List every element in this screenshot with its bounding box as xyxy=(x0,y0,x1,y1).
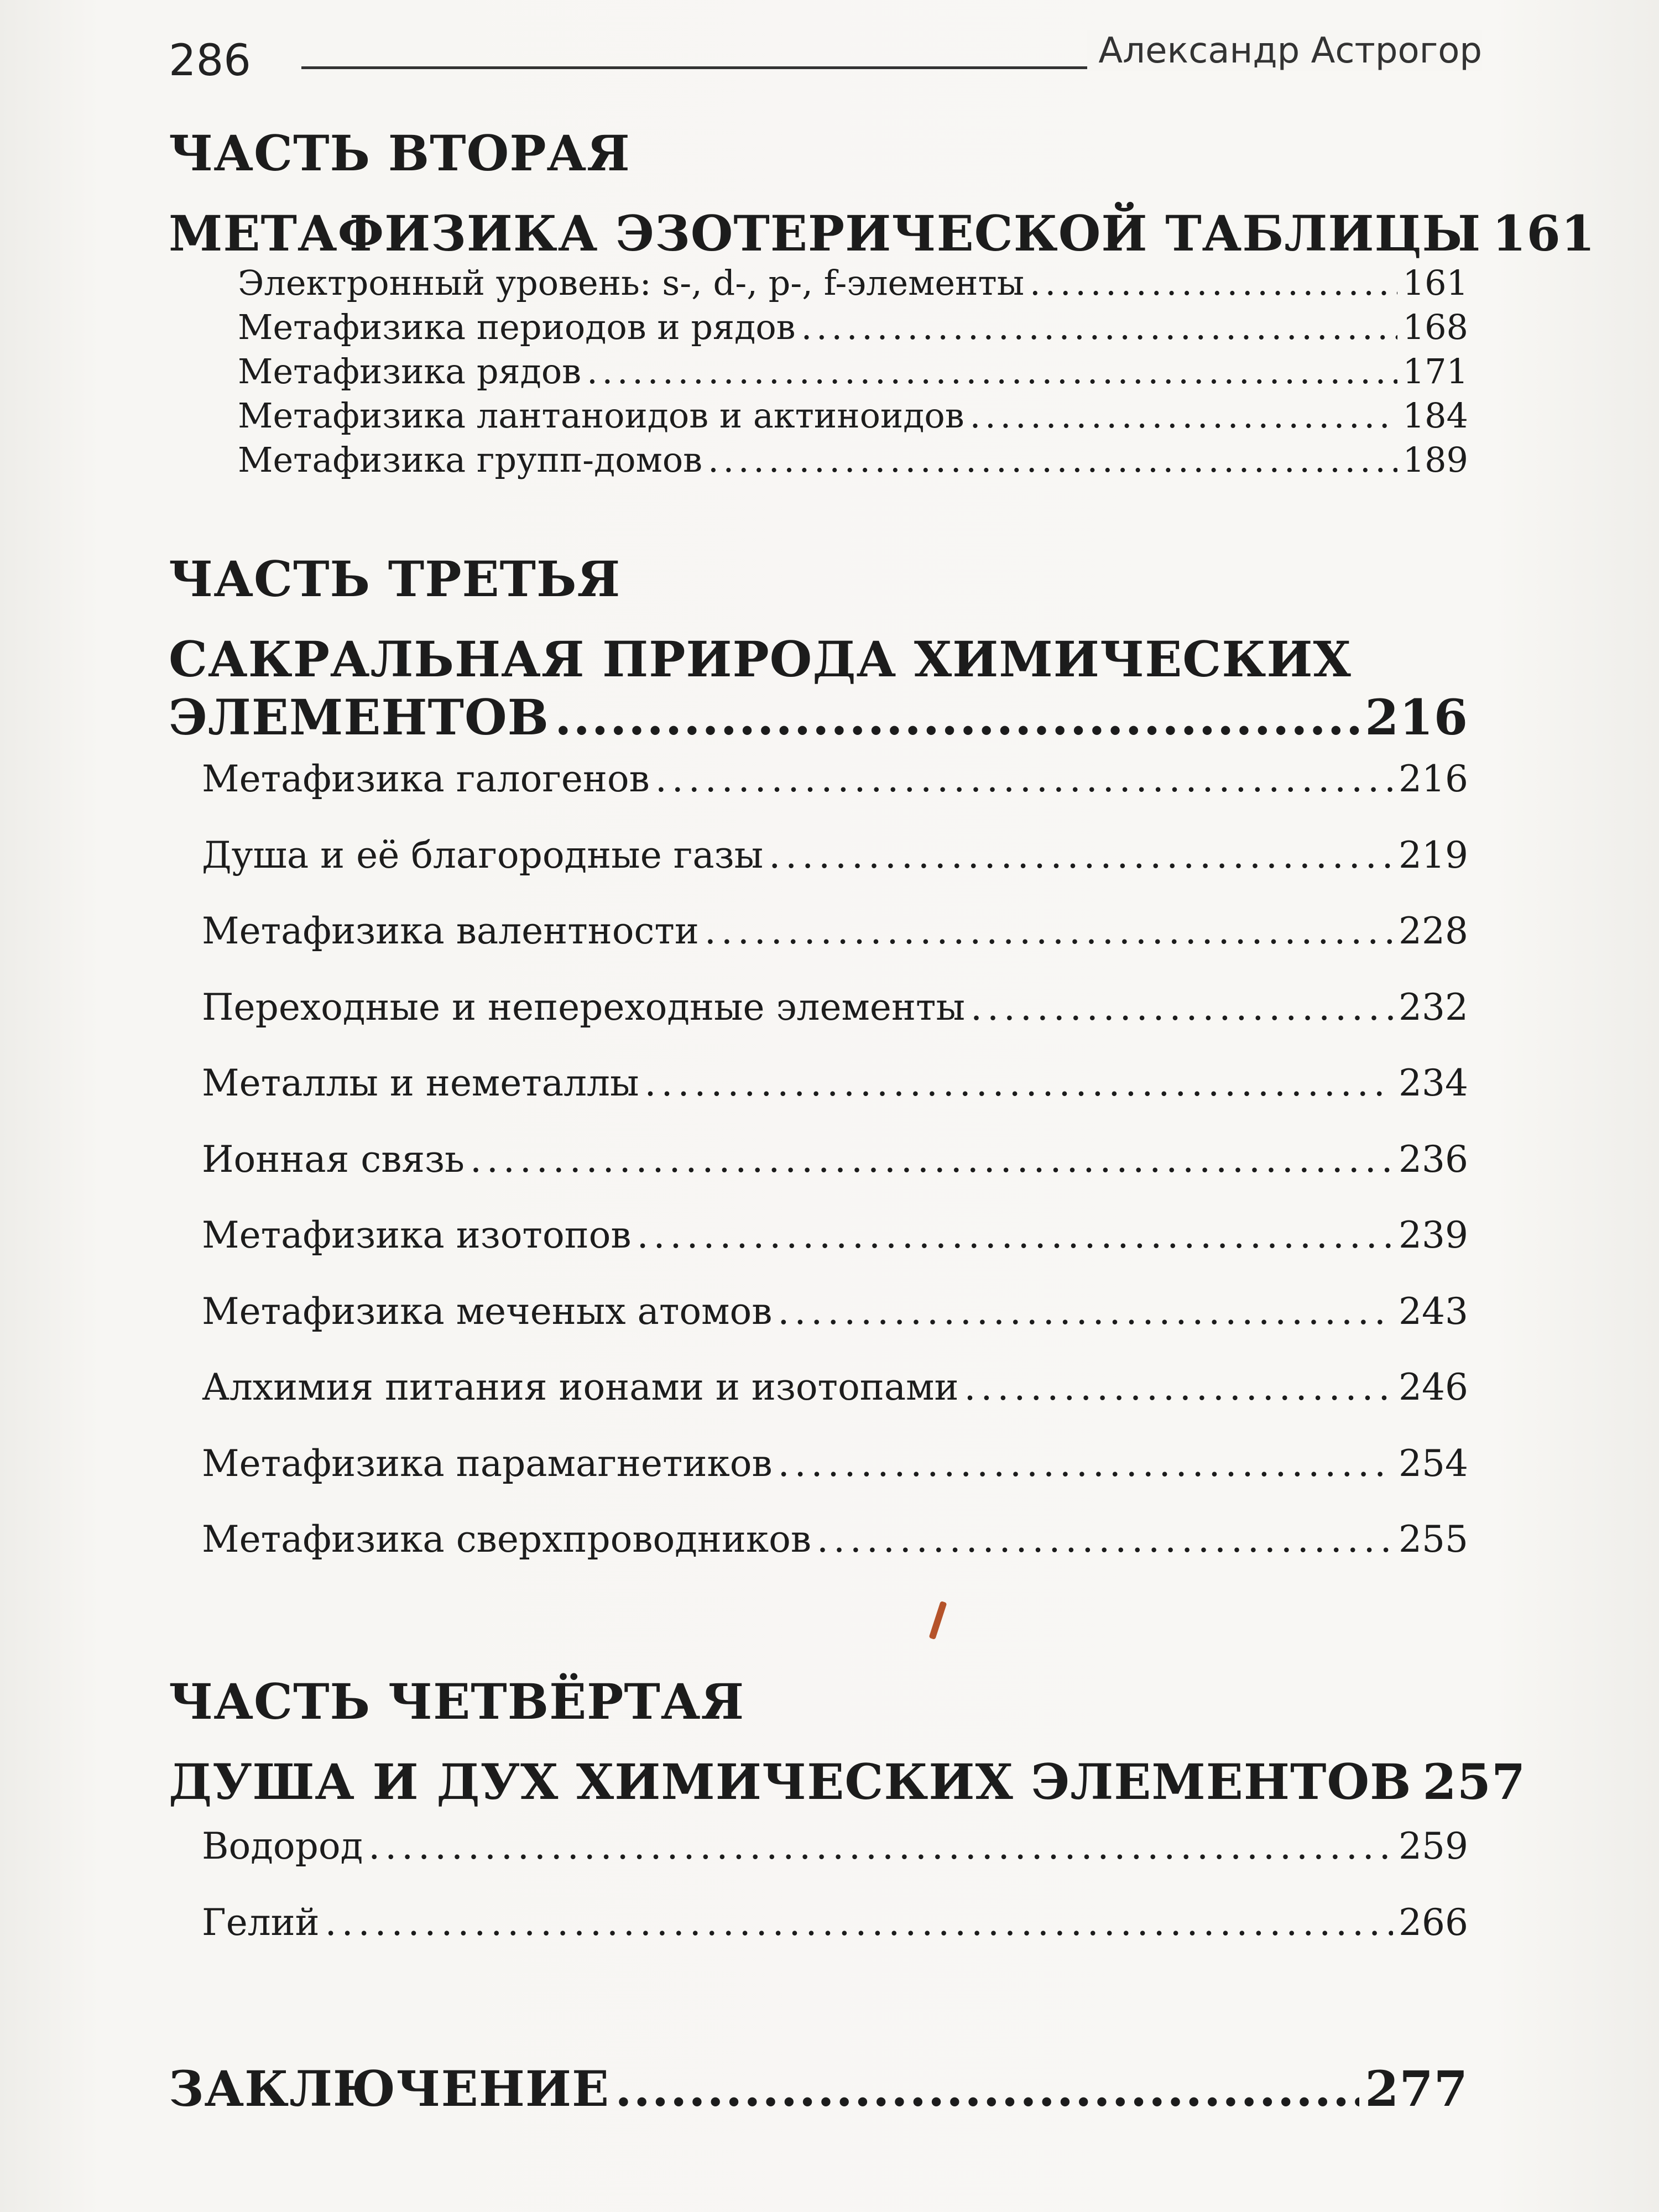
toc-entry[interactable] xyxy=(169,1366,1468,1408)
page-header xyxy=(169,30,1482,91)
toc-page-number: 171 xyxy=(1402,351,1468,392)
toc-entry[interactable] xyxy=(169,1518,1468,1561)
toc-entry[interactable] xyxy=(169,834,1468,877)
toc-page-number: 184 xyxy=(1402,395,1468,436)
dot-leader xyxy=(587,351,1397,392)
toc-entry[interactable] xyxy=(169,1290,1468,1333)
toc-page-number: 232 xyxy=(1399,986,1468,1029)
dot-leader xyxy=(655,758,1393,800)
dot-leader xyxy=(970,395,1397,436)
part-label: ЧАСТЬ ВТОРАЯ xyxy=(169,124,630,182)
toc-page-number: 189 xyxy=(1402,440,1468,480)
dot-leader xyxy=(637,1214,1393,1256)
toc-entry-title: Гелий xyxy=(202,1901,320,1944)
toc-entry-title: Душа и её благородные газы xyxy=(202,834,764,877)
toc-section-title: ЗАКЛЮЧЕНИЕ xyxy=(169,2060,610,2117)
toc-entry-title: Водород xyxy=(202,1825,363,1867)
toc-entry-title: Метафизика групп-домов xyxy=(238,440,703,480)
toc-page-number: 255 xyxy=(1399,1518,1468,1561)
toc-entry[interactable] xyxy=(169,1442,1468,1485)
toc-entry[interactable] xyxy=(169,351,1468,392)
toc-page-number: 266 xyxy=(1399,1901,1468,1944)
dot-leader xyxy=(971,986,1393,1029)
dot-leader xyxy=(555,688,1359,746)
toc-entry-title: Метафизика изотопов xyxy=(202,1214,632,1256)
toc-section[interactable] xyxy=(169,2060,1468,2117)
dot-leader xyxy=(645,1062,1393,1104)
dot-leader xyxy=(708,440,1397,480)
toc-entry-title: Электронный уровень: s-, d-, p-, f-элементы xyxy=(238,263,1025,303)
dot-leader xyxy=(368,1825,1393,1867)
toc-page-number: 228 xyxy=(1399,910,1468,952)
part-label: ЧАСТЬ ТРЕТЬЯ xyxy=(169,550,621,608)
toc-entry[interactable] xyxy=(169,307,1468,347)
toc-section[interactable] xyxy=(169,1753,1526,1811)
dot-leader xyxy=(769,834,1393,877)
toc-entry-title: Метафизика меченых атомов xyxy=(202,1290,773,1333)
toc-entry[interactable] xyxy=(169,1062,1468,1104)
toc-page-number: 277 xyxy=(1365,2060,1468,2117)
toc-entry[interactable] xyxy=(169,263,1468,303)
dot-leader xyxy=(705,910,1393,952)
toc-page-number: 216 xyxy=(1365,688,1468,746)
toc-page-number: 168 xyxy=(1402,307,1468,347)
toc-page-number: 257 xyxy=(1422,1753,1526,1811)
toc-entry-title: Переходные и непереходные элементы xyxy=(202,986,965,1029)
dot-leader xyxy=(325,1901,1393,1944)
toc-entry[interactable] xyxy=(169,440,1468,480)
dot-leader xyxy=(470,1138,1393,1181)
dot-leader xyxy=(615,2060,1359,2117)
toc-page-number: 259 xyxy=(1399,1825,1468,1867)
toc-entry-title: Алхимия питания ионами и изотопами xyxy=(202,1366,959,1408)
toc-entry[interactable] xyxy=(169,758,1468,800)
toc-section-title: ДУША И ДУХ ХИМИЧЕСКИХ ЭЛЕМЕНТОВ xyxy=(169,1753,1412,1811)
dot-leader xyxy=(801,307,1397,347)
toc-page-number: 254 xyxy=(1399,1442,1468,1485)
pen-mark xyxy=(928,1601,947,1640)
toc-page-number: 161 xyxy=(1402,263,1468,303)
toc-entry-title: Метафизика парамагнетиков xyxy=(202,1442,773,1485)
toc-entry-title: Метафизика валентности xyxy=(202,910,699,952)
toc-section[interactable] xyxy=(169,205,1595,262)
toc-page-number: 234 xyxy=(1399,1062,1468,1104)
dot-leader xyxy=(1030,263,1397,303)
toc-page-number: 243 xyxy=(1399,1290,1468,1333)
dot-leader xyxy=(778,1290,1393,1333)
toc-entry-title: Метафизика сверхпроводников xyxy=(202,1518,811,1561)
toc-entry-title: Метафизика периодов и рядов xyxy=(238,307,796,347)
toc-entry[interactable] xyxy=(169,910,1468,952)
toc-page-number: 216 xyxy=(1399,758,1468,800)
toc-entry[interactable] xyxy=(169,1825,1468,1867)
dot-leader xyxy=(778,1442,1393,1485)
part-label: ЧАСТЬ ЧЕТВЁРТАЯ xyxy=(169,1673,745,1730)
toc-section-title: МЕТАФИЗИКА ЭЗОТЕРИЧЕСКОЙ ТАБЛИЦЫ xyxy=(169,205,1481,262)
toc-entry[interactable] xyxy=(169,395,1468,436)
dot-leader xyxy=(964,1366,1393,1408)
toc-section-title-line1: САКРАЛЬНАЯ ПРИРОДА ХИМИЧЕСКИХ xyxy=(169,630,1352,688)
toc-section[interactable] xyxy=(169,688,1468,746)
toc-entry[interactable] xyxy=(169,986,1468,1029)
toc-entry-title: Ионная связь xyxy=(202,1138,465,1181)
dot-leader xyxy=(817,1518,1393,1561)
toc-page-number: 236 xyxy=(1399,1138,1468,1181)
toc-entry-title: Метафизика галогенов xyxy=(202,758,650,800)
toc-entry[interactable] xyxy=(169,1901,1468,1944)
toc-entry-title: Метафизика рядов xyxy=(238,351,582,392)
running-head: Александр Астрогор xyxy=(1087,30,1482,71)
toc-entry-title: Метафизика лантаноидов и актиноидов xyxy=(238,395,964,436)
toc-page-number: 246 xyxy=(1399,1366,1468,1408)
toc-entry[interactable] xyxy=(169,1214,1468,1256)
toc-section-title: ЭЛЕМЕНТОВ xyxy=(169,688,550,746)
toc-entry[interactable] xyxy=(169,1138,1468,1181)
page-number: 286 xyxy=(169,36,251,86)
toc-entry-title: Металлы и неметаллы xyxy=(202,1062,639,1104)
toc-page-number: 161 xyxy=(1492,205,1595,262)
toc-page-number: 239 xyxy=(1399,1214,1468,1256)
toc-page-number: 219 xyxy=(1399,834,1468,877)
